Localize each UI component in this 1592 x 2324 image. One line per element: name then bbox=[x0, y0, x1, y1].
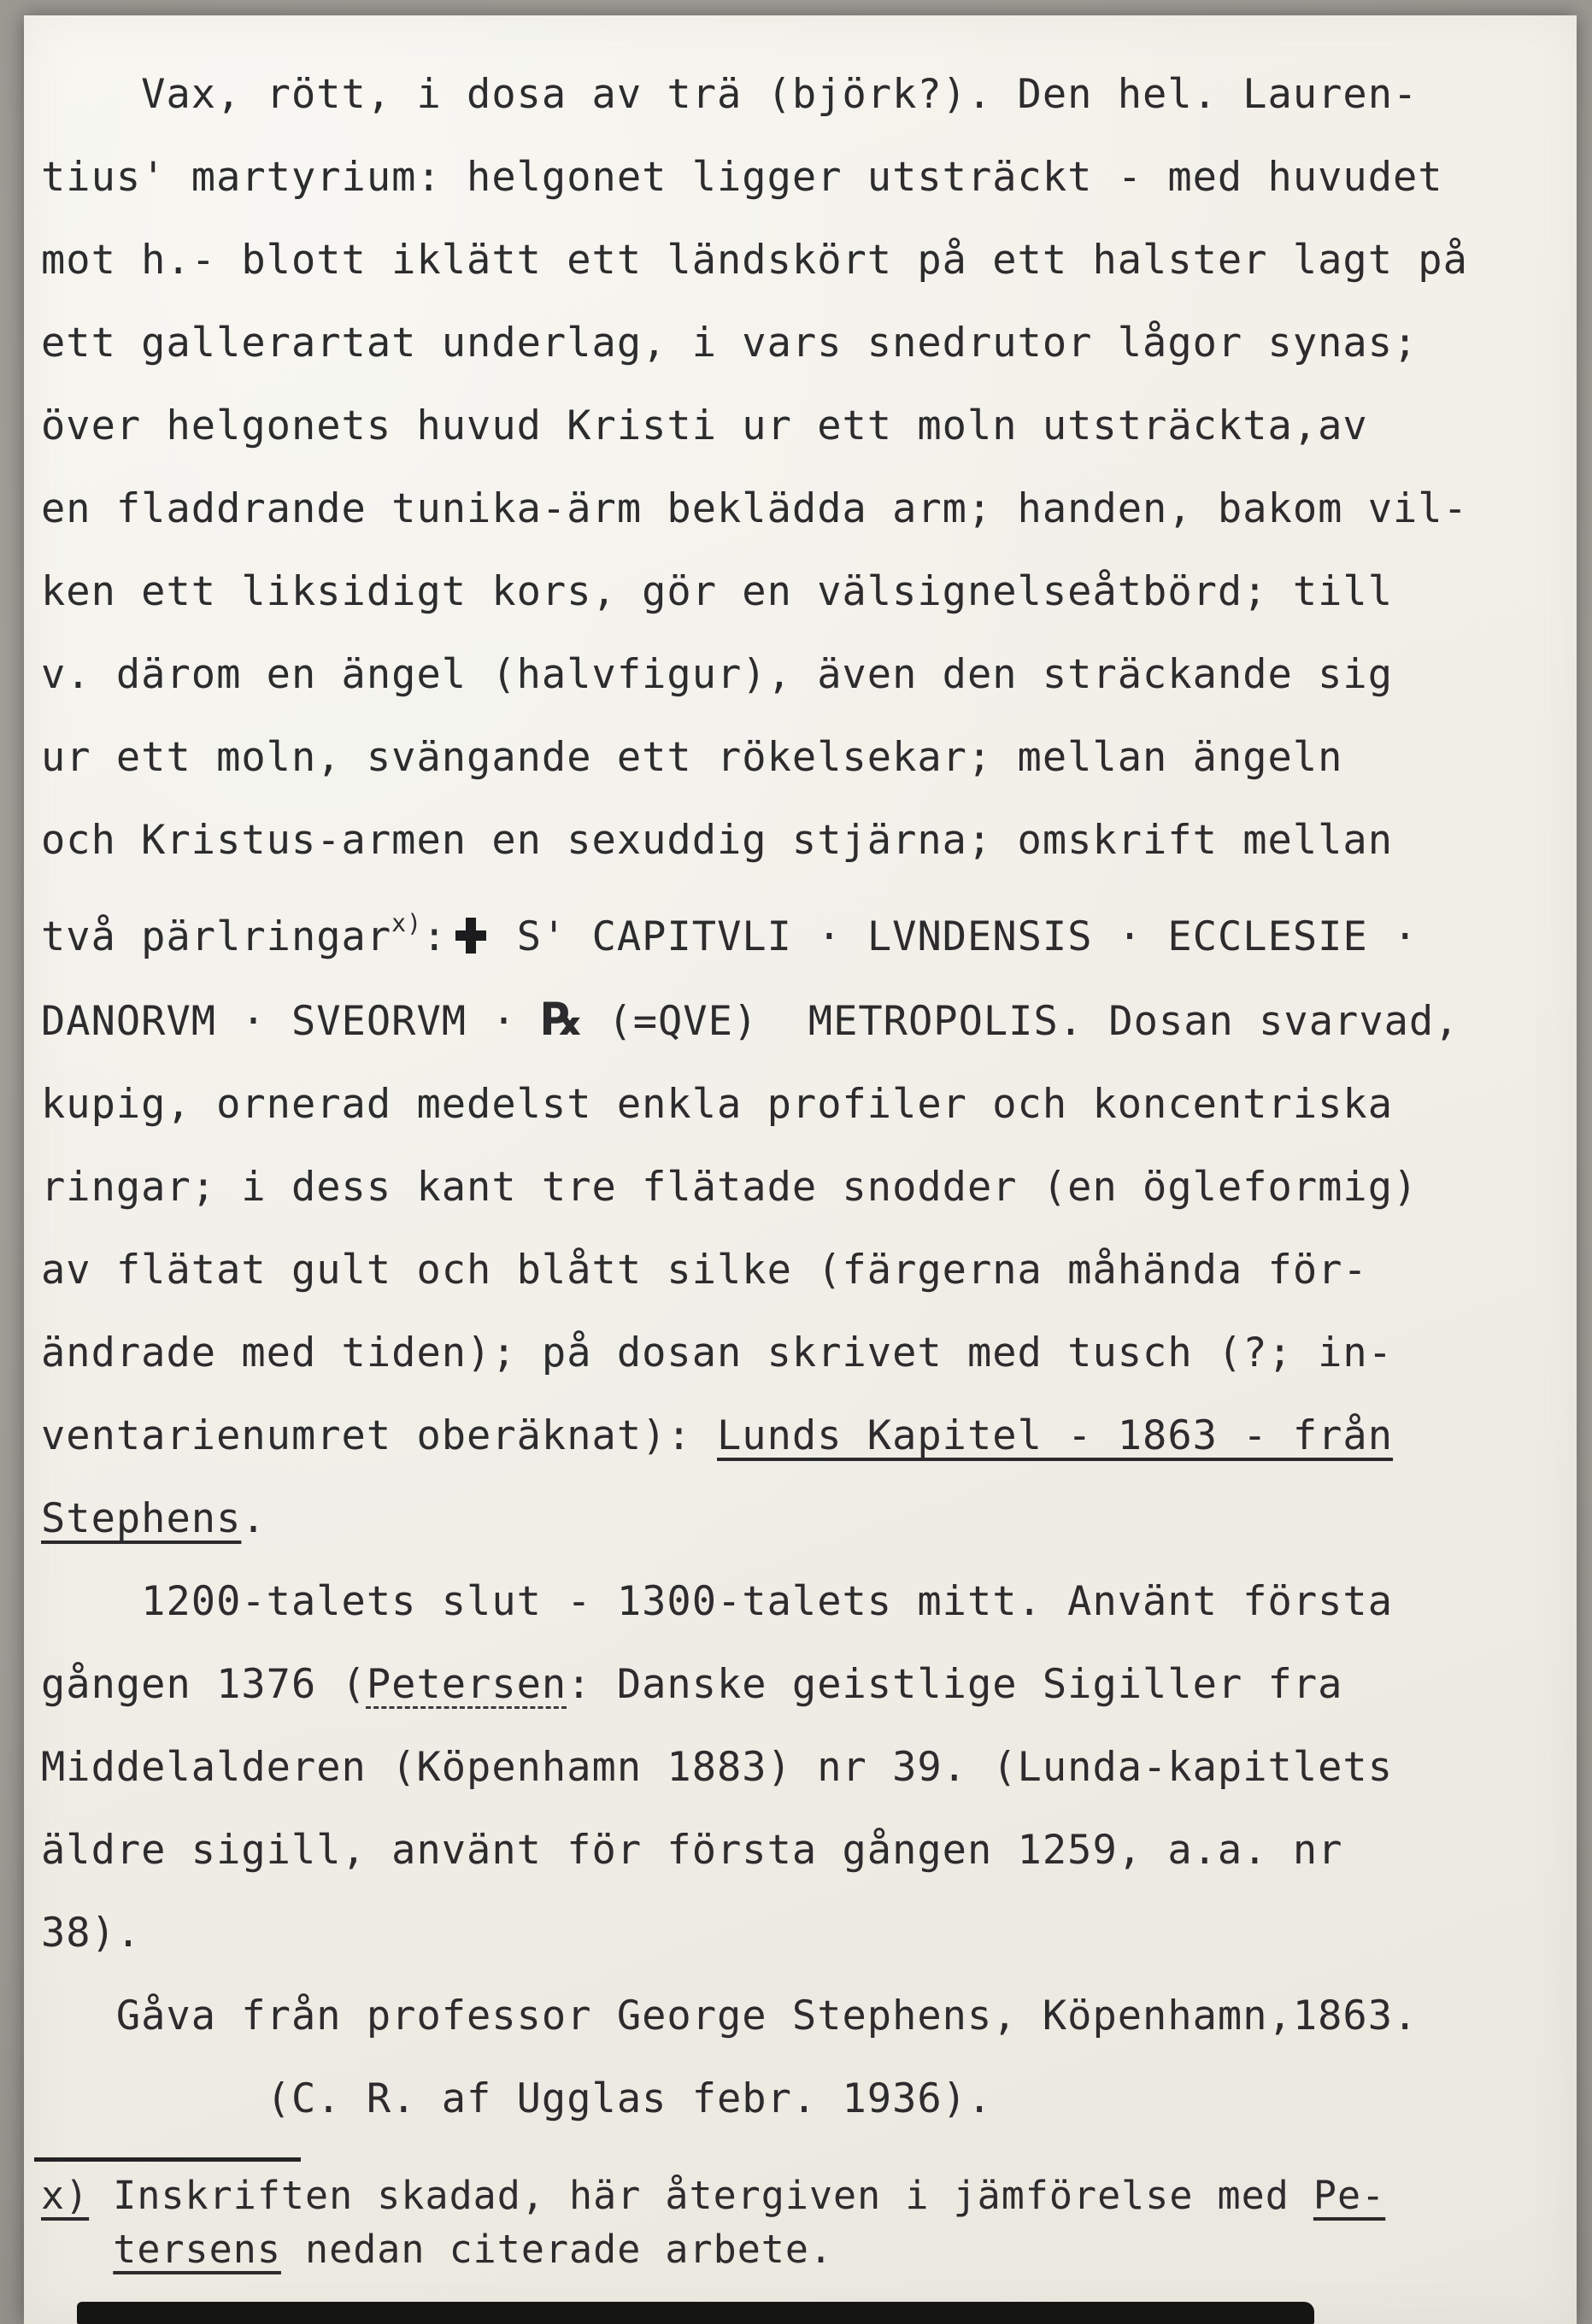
text-segment bbox=[41, 2227, 113, 2272]
text-line bbox=[41, 1975, 1560, 2057]
text-segment: 38). bbox=[41, 1910, 142, 1957]
text-segment: 1200-talets slut - 1300-talets mitt. Använt första bbox=[41, 1578, 1394, 1625]
text-line bbox=[41, 1809, 1560, 1892]
text-line bbox=[41, 384, 1560, 467]
text-segment: DANORVM · SVEORVM · bbox=[41, 998, 542, 1045]
text-line bbox=[41, 1726, 1560, 1809]
text-segment: : bbox=[422, 913, 448, 960]
text-line bbox=[41, 633, 1560, 716]
text-segment: x) bbox=[391, 909, 423, 937]
text-line bbox=[41, 1063, 1560, 1146]
text-segment: Vax, rött, i dosa av trä (björk?). Den hel. Lauren- bbox=[41, 71, 1419, 118]
text-line bbox=[41, 882, 1560, 978]
text-segment: över helgonets huvud Kristi ur ett moln utsträckta,av bbox=[41, 402, 1368, 449]
text-segment: tius' martyrium: helgonet ligger utsträckt - med huvudet bbox=[41, 154, 1443, 201]
document-body bbox=[24, 15, 1577, 2276]
text-segment: ken ett liksidigt kors, gör en välsignelseåtbörd; till bbox=[41, 568, 1394, 615]
text-segment: (=QVE) METROPOLIS. Dosan svarvad, bbox=[583, 998, 1460, 1045]
text-line bbox=[41, 1394, 1560, 1477]
text-line bbox=[41, 1643, 1560, 1726]
text-segment: Inskriften skadad, här återgiven i jämförelse med bbox=[89, 2173, 1313, 2218]
text-line bbox=[41, 1229, 1560, 1312]
text-segment: Middelalderen (Köpenhamn 1883) nr 39. (Lunda-kapitlets bbox=[41, 1744, 1394, 1791]
text-segment: Petersen bbox=[366, 1661, 567, 1708]
text-line bbox=[41, 799, 1560, 882]
text-line bbox=[41, 467, 1560, 550]
footnote-separator bbox=[34, 2157, 301, 2162]
text-line bbox=[41, 53, 1560, 136]
text-line bbox=[41, 302, 1560, 384]
text-line bbox=[41, 550, 1560, 633]
text-segment: x) bbox=[41, 2173, 90, 2218]
text-segment: gången 1376 ( bbox=[41, 1661, 367, 1708]
footnote-line bbox=[41, 2222, 1560, 2276]
text-segment: (C. R. af Ugglas febr. 1936). bbox=[41, 2075, 993, 2122]
text-segment: ett gallerartat underlag, i vars snedrutor lågor synas; bbox=[41, 320, 1419, 367]
text-segment: Lunds Kapitel - 1863 - från bbox=[717, 1412, 1394, 1459]
text-segment: av flätat gult och blått silke (färgerna måhända för- bbox=[41, 1247, 1368, 1294]
text-segment: ur ett moln, svängande ett rökelsekar; mellan ängeln bbox=[41, 734, 1343, 781]
text-segment: S' CAPITVLI · LVNDENSIS · ECCLESIE · bbox=[491, 913, 1419, 960]
text-segment: ventarienumret oberäknat): bbox=[41, 1412, 718, 1459]
text-line bbox=[41, 978, 1560, 1063]
text-segment: mot h.- blott iklätt ett ländskört på ett halster lagt på bbox=[41, 237, 1468, 284]
text-segment: : Danske geistlige Sigiller fra bbox=[567, 1661, 1343, 1708]
text-line bbox=[41, 219, 1560, 302]
bottom-scan-edge bbox=[77, 2302, 1314, 2324]
text-line bbox=[41, 136, 1560, 219]
text-segment: två pärlringar bbox=[41, 913, 392, 960]
text-line bbox=[41, 1892, 1560, 1975]
text-segment: Pe- bbox=[1313, 2173, 1386, 2218]
text-segment: ändrade med tiden); på dosan skrivet med tusch (?; in- bbox=[41, 1329, 1394, 1376]
text-line bbox=[41, 1312, 1560, 1394]
text-segment: tersens bbox=[113, 2227, 281, 2272]
text-segment: en fladdrande tunika-ärm beklädda arm; handen, bakom vil- bbox=[41, 485, 1468, 532]
text-line bbox=[41, 1146, 1560, 1229]
text-segment: äldre sigill, använt för första gången 1259, a.a. nr bbox=[41, 1827, 1343, 1874]
text-line bbox=[41, 716, 1560, 799]
text-segment: Gåva från professor George Stephens, Köpenhamn,1863. bbox=[41, 1992, 1419, 2039]
text-segment: Stephens bbox=[41, 1495, 242, 1542]
text-segment: nedan citerade arbete. bbox=[280, 2227, 834, 2272]
text-line bbox=[41, 2057, 1560, 2140]
footnote-line bbox=[41, 2168, 1560, 2222]
text-line bbox=[41, 1477, 1560, 1560]
text-line bbox=[41, 1560, 1560, 1643]
qve-symbol: ℞ bbox=[541, 994, 584, 1046]
document-page bbox=[24, 15, 1577, 2324]
text-segment: ringar; i dess kant tre flätade snodder (en ögleformig) bbox=[41, 1164, 1419, 1211]
text-segment: v. därom en ängel (halvfigur), även den sträckande sig bbox=[41, 651, 1394, 698]
text-segment: kupig, ornerad medelst enkla profiler och koncentriska bbox=[41, 1081, 1394, 1128]
text-segment: . bbox=[241, 1495, 267, 1542]
cross-icon bbox=[455, 918, 486, 954]
text-segment: och Kristus-armen en sexuddig stjärna; omskrift mellan bbox=[41, 817, 1394, 864]
